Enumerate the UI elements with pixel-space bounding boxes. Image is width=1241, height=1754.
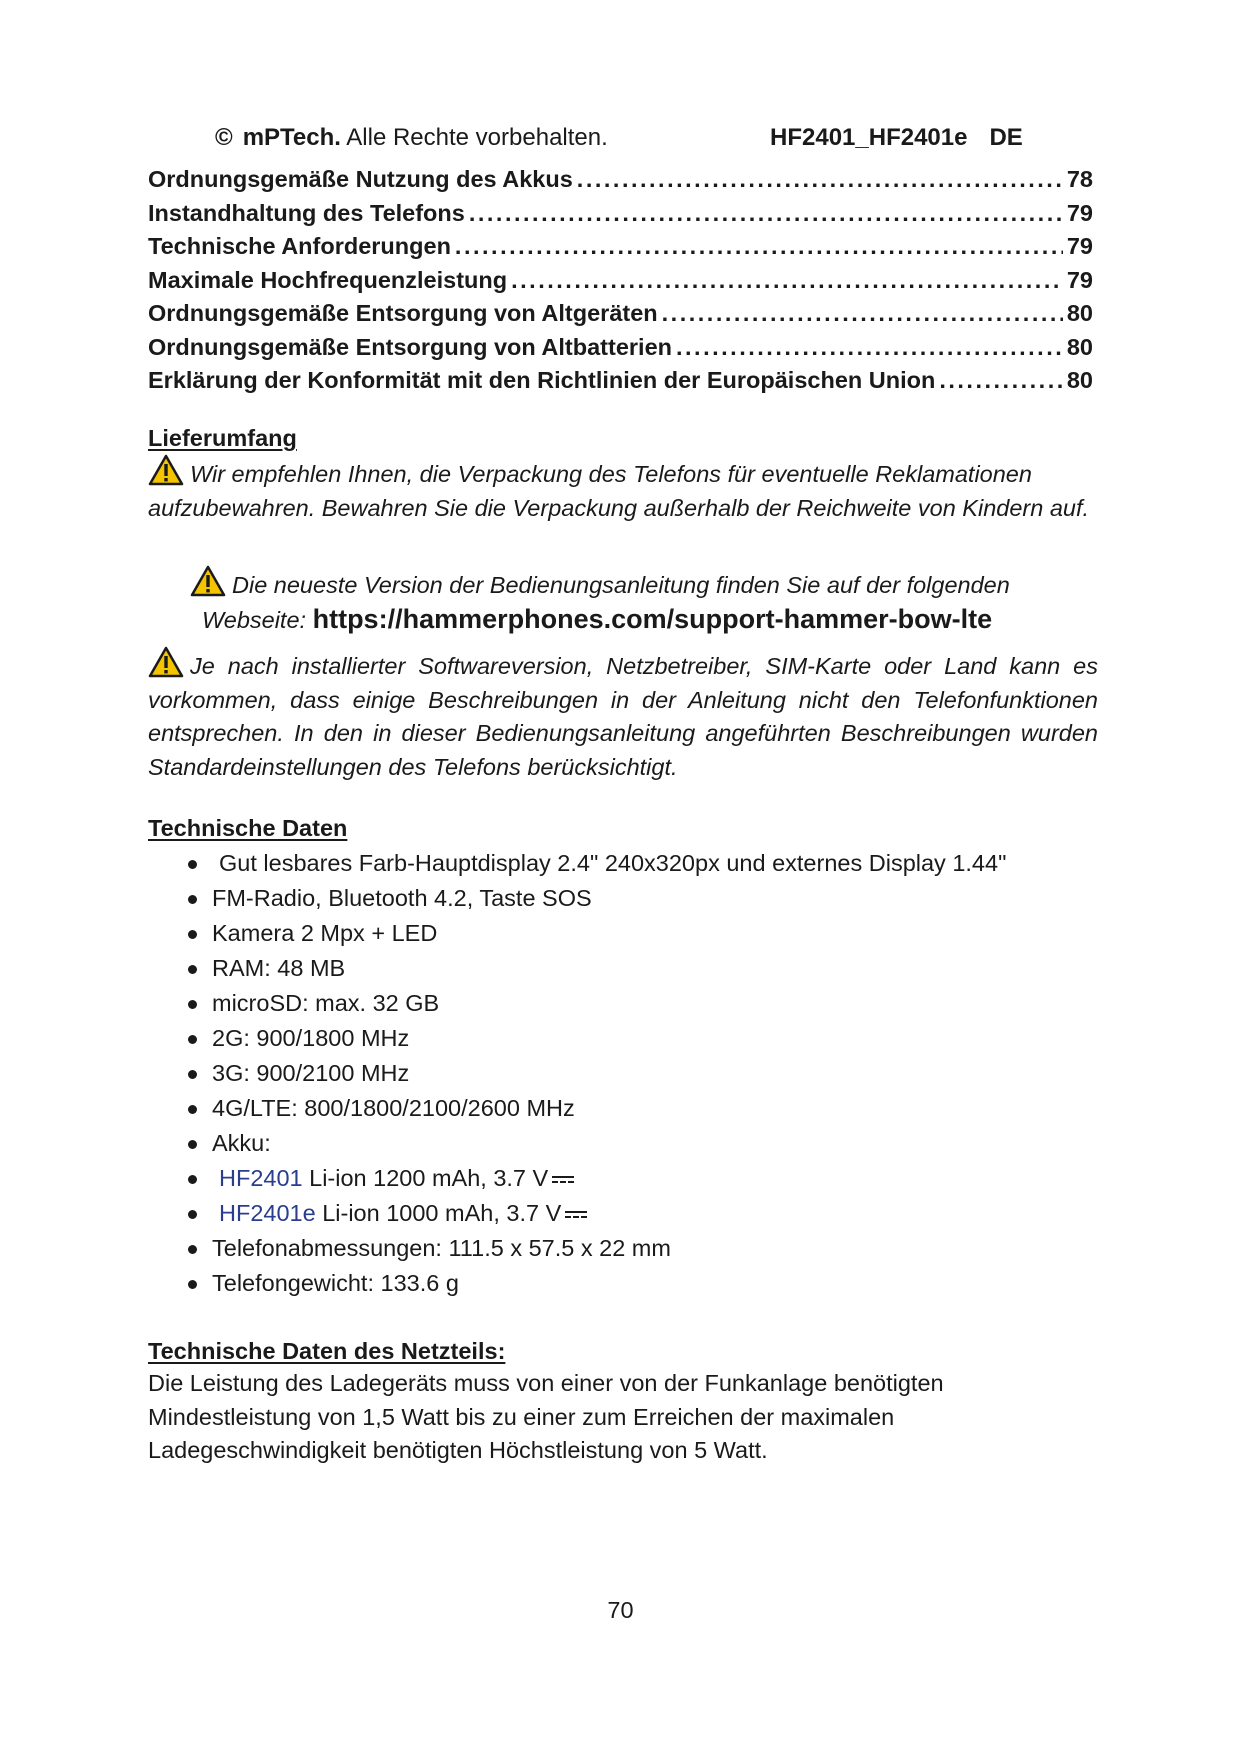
website-label: Webseite: [202, 606, 313, 633]
page-number: 70 [607, 1597, 634, 1623]
list-item: FM-Radio, Bluetooth 4.2, Taste SOS [180, 881, 1080, 916]
list-item: Telefongewicht: 133.6 g [180, 1266, 1080, 1301]
toc-leader [662, 297, 1063, 331]
support-url-link[interactable]: https://hammerphones.com/support-hammer-bow-lte [312, 603, 993, 634]
warning-note-manual-version [190, 565, 1090, 637]
document-id [770, 123, 1023, 153]
toc-page: 79 [1066, 199, 1093, 226]
charger-power-paragraph: Die Leistung des Ladegeräts muss von einer von der Funkanlage benötigten Mindestleistung von 1,5 Watt bis zu einer zum Erreichen der maximalen Ladegeschwindigkeit benötigten Höchstleistung von 5 Watt. [148, 1370, 944, 1463]
battery-model: HF2401 [219, 1165, 303, 1191]
list-item: Gut lesbares Farb-Hauptdisplay 2.4" 240x320px und externes Display 1.44" [180, 846, 1080, 881]
page-header [215, 123, 1055, 153]
toc-title: Maximale Hochfrequenzleistung [148, 266, 508, 293]
toc-page: 79 [1066, 233, 1093, 259]
battery-spec: Li-ion 1000 mAh, 3.7 V [315, 1200, 562, 1226]
model-code: HF2401_HF2401e [770, 124, 968, 151]
list-item: 4G/LTE: 800/1800/2100/2600 MHz [180, 1091, 1080, 1126]
toc-title: Instandhaltung des Telefons [148, 199, 465, 226]
toc-leader [676, 331, 1063, 365]
toc-title: Ordnungsgemäße Entsorgung von Altbatterien [148, 333, 672, 360]
toc-entry[interactable] [148, 331, 1093, 365]
list-item: RAM: 48 MB [180, 951, 1080, 986]
list-item: microSD: max. 32 GB [180, 986, 1080, 1021]
language-code: DE [989, 124, 1023, 151]
list-item: 3G: 900/2100 MHz [180, 1056, 1080, 1091]
toc-leader [469, 197, 1063, 231]
toc-title: Ordnungsgemäße Entsorgung von Altgeräten [148, 300, 658, 326]
toc-title: Technische Anforderungen [148, 233, 451, 259]
table-of-contents [148, 163, 1093, 398]
copyright-symbol: © [215, 124, 233, 151]
toc-leader [939, 364, 1063, 398]
toc-page: 80 [1066, 300, 1093, 326]
toc-page: 80 [1066, 367, 1093, 393]
toc-leader [511, 264, 1063, 298]
warning-note-packaging [148, 454, 1098, 525]
rights-text: Alle Rechte vorbehalten. [340, 124, 608, 151]
section-heading-lieferumfang: Lieferumfang [148, 425, 297, 451]
battery-model: HF2401e [219, 1200, 316, 1226]
list-item: Telefonabmessungen: 111.5 x 57.5 x 22 mm [180, 1231, 1080, 1266]
toc-title: Erklärung der Konformität mit den Richtlinien der Europäischen Union [148, 367, 936, 393]
brand-name: mPTech. [242, 124, 341, 151]
toc-entry[interactable] [148, 264, 1093, 298]
toc-page: 78 [1066, 166, 1093, 192]
toc-page: 79 [1066, 266, 1093, 293]
direct-current-icon [552, 1175, 574, 1185]
warning-text: Wir empfehlen Ihnen, die Verpackung des Telefons für eventuelle Reklamationen aufzubewahren. Bewahren Sie die Verpackung außerhalb der Reichweite von Kindern auf. [148, 461, 1090, 521]
section-heading-technische-daten: Technische Daten [148, 815, 348, 841]
toc-entry[interactable] [148, 297, 1093, 331]
list-item: Kamera 2 Mpx + LED [180, 916, 1080, 951]
list-item-battery [180, 1161, 1080, 1196]
section-heading-netzteil: Technische Daten des Netzteils: [148, 1338, 506, 1364]
toc-entry[interactable] [148, 364, 1093, 398]
toc-entry[interactable] [148, 163, 1093, 197]
tech-spec-list [180, 846, 1080, 1301]
warning-text: Die neueste Version der Bedienungsanleitung finden Sie auf der folgenden [232, 572, 1010, 598]
direct-current-icon [565, 1210, 587, 1220]
toc-leader [577, 163, 1063, 197]
warning-triangle-icon [148, 454, 184, 486]
list-item-battery [180, 1196, 1080, 1231]
list-item: 2G: 900/1800 MHz [180, 1021, 1080, 1056]
warning-text: Je nach installierter Softwareversion, Netzbetreiber, SIM-Karte oder Land kann es vorkommen, dass einige Beschreibungen in der Anleitung nicht den Telefonfunktionen entsprechen. In den in dieser Bedienungsanleitung angeführten Beschreibungen wurden Standardeinstellungen des Telefons berücksichtigt. [148, 653, 1098, 780]
warning-triangle-icon [190, 565, 226, 597]
list-item: Akku: [180, 1126, 1080, 1161]
warning-note-software-version [148, 646, 1098, 784]
toc-entry[interactable] [148, 197, 1093, 231]
toc-title: Ordnungsgemäße Nutzung des Akkus [148, 166, 573, 192]
toc-entry[interactable] [148, 230, 1093, 264]
toc-leader [455, 230, 1063, 264]
toc-page: 80 [1066, 333, 1093, 360]
battery-spec: Li-ion 1200 mAh, 3.7 V [302, 1165, 549, 1191]
warning-triangle-icon [148, 646, 184, 678]
